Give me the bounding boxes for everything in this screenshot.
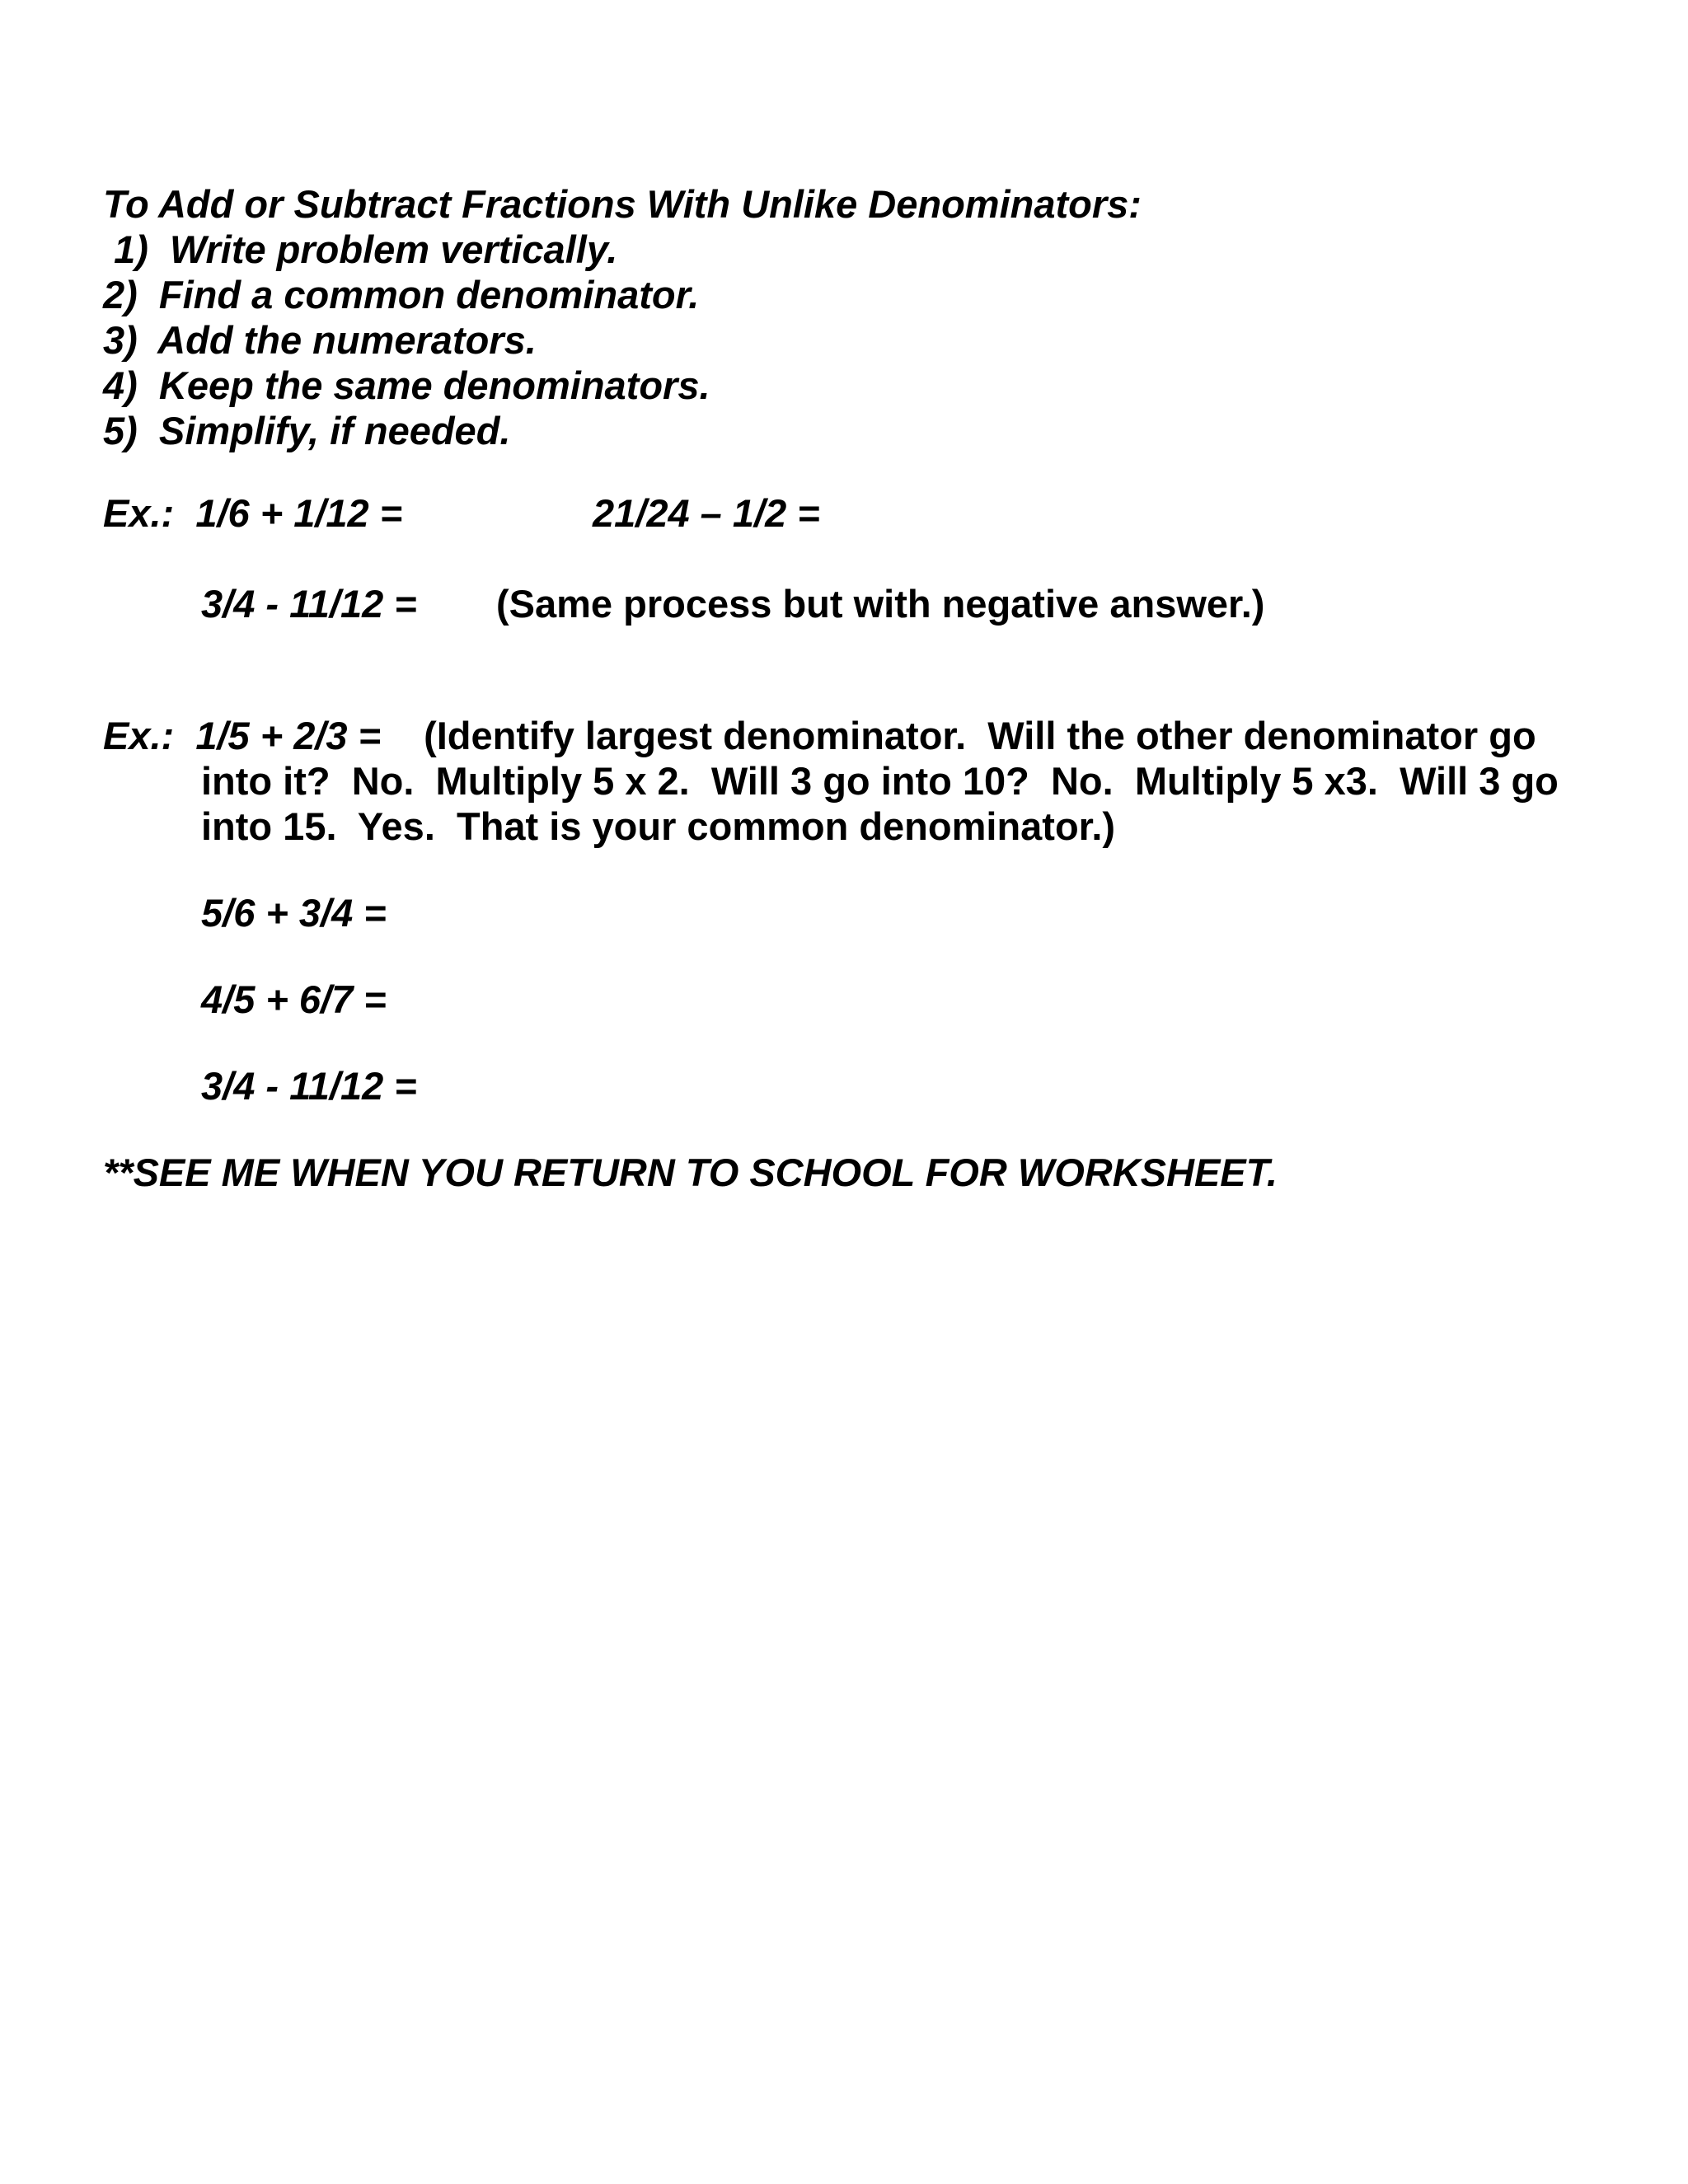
practice-problem-3: 3/4 - 11/12 = bbox=[201, 1064, 417, 1108]
document-title: To Add or Subtract Fractions With Unlike Denominators: bbox=[103, 182, 1142, 226]
example1-row-2 bbox=[103, 581, 1688, 626]
practice-problem-1: 5/6 + 3/4 = bbox=[201, 891, 387, 935]
example2-problem: Ex.: 1/5 + 2/3 = bbox=[103, 714, 382, 757]
steps-list bbox=[103, 227, 1688, 453]
footer-note: **SEE ME WHEN YOU RETURN TO SCHOOL FOR WORKSHEET. bbox=[103, 1151, 1278, 1194]
step-item-3: 3) Add the numerators. bbox=[103, 318, 537, 362]
example2-explanation: (Identify largest denominator. Will the other denominator go into it? No. Multiply 5 x 2. Will 3 go into 10? No. Multiply 5 x3. Will 3 go into 15. Yes. That is your common denominator.) bbox=[201, 714, 1569, 848]
step-item-5: 5) Simplify, if needed. bbox=[103, 409, 511, 452]
example2-paragraph bbox=[103, 713, 1586, 849]
example1-note: (Same process but with negative answer.) bbox=[496, 582, 1265, 626]
step-item-1: 1) Write problem vertically. bbox=[103, 227, 618, 271]
step-item-2: 2) Find a common denominator. bbox=[103, 273, 700, 316]
example1-problem-c: 3/4 - 11/12 = bbox=[201, 582, 417, 626]
example1-problem-b: 21/24 – 1/2 = bbox=[593, 491, 820, 535]
example1-problem-a: Ex.: 1/6 + 1/12 = bbox=[103, 491, 403, 535]
practice-problem-2: 4/5 + 6/7 = bbox=[201, 977, 387, 1021]
step-item-4: 4) Keep the same denominators. bbox=[103, 363, 710, 407]
example1-row-1 bbox=[103, 490, 1688, 536]
